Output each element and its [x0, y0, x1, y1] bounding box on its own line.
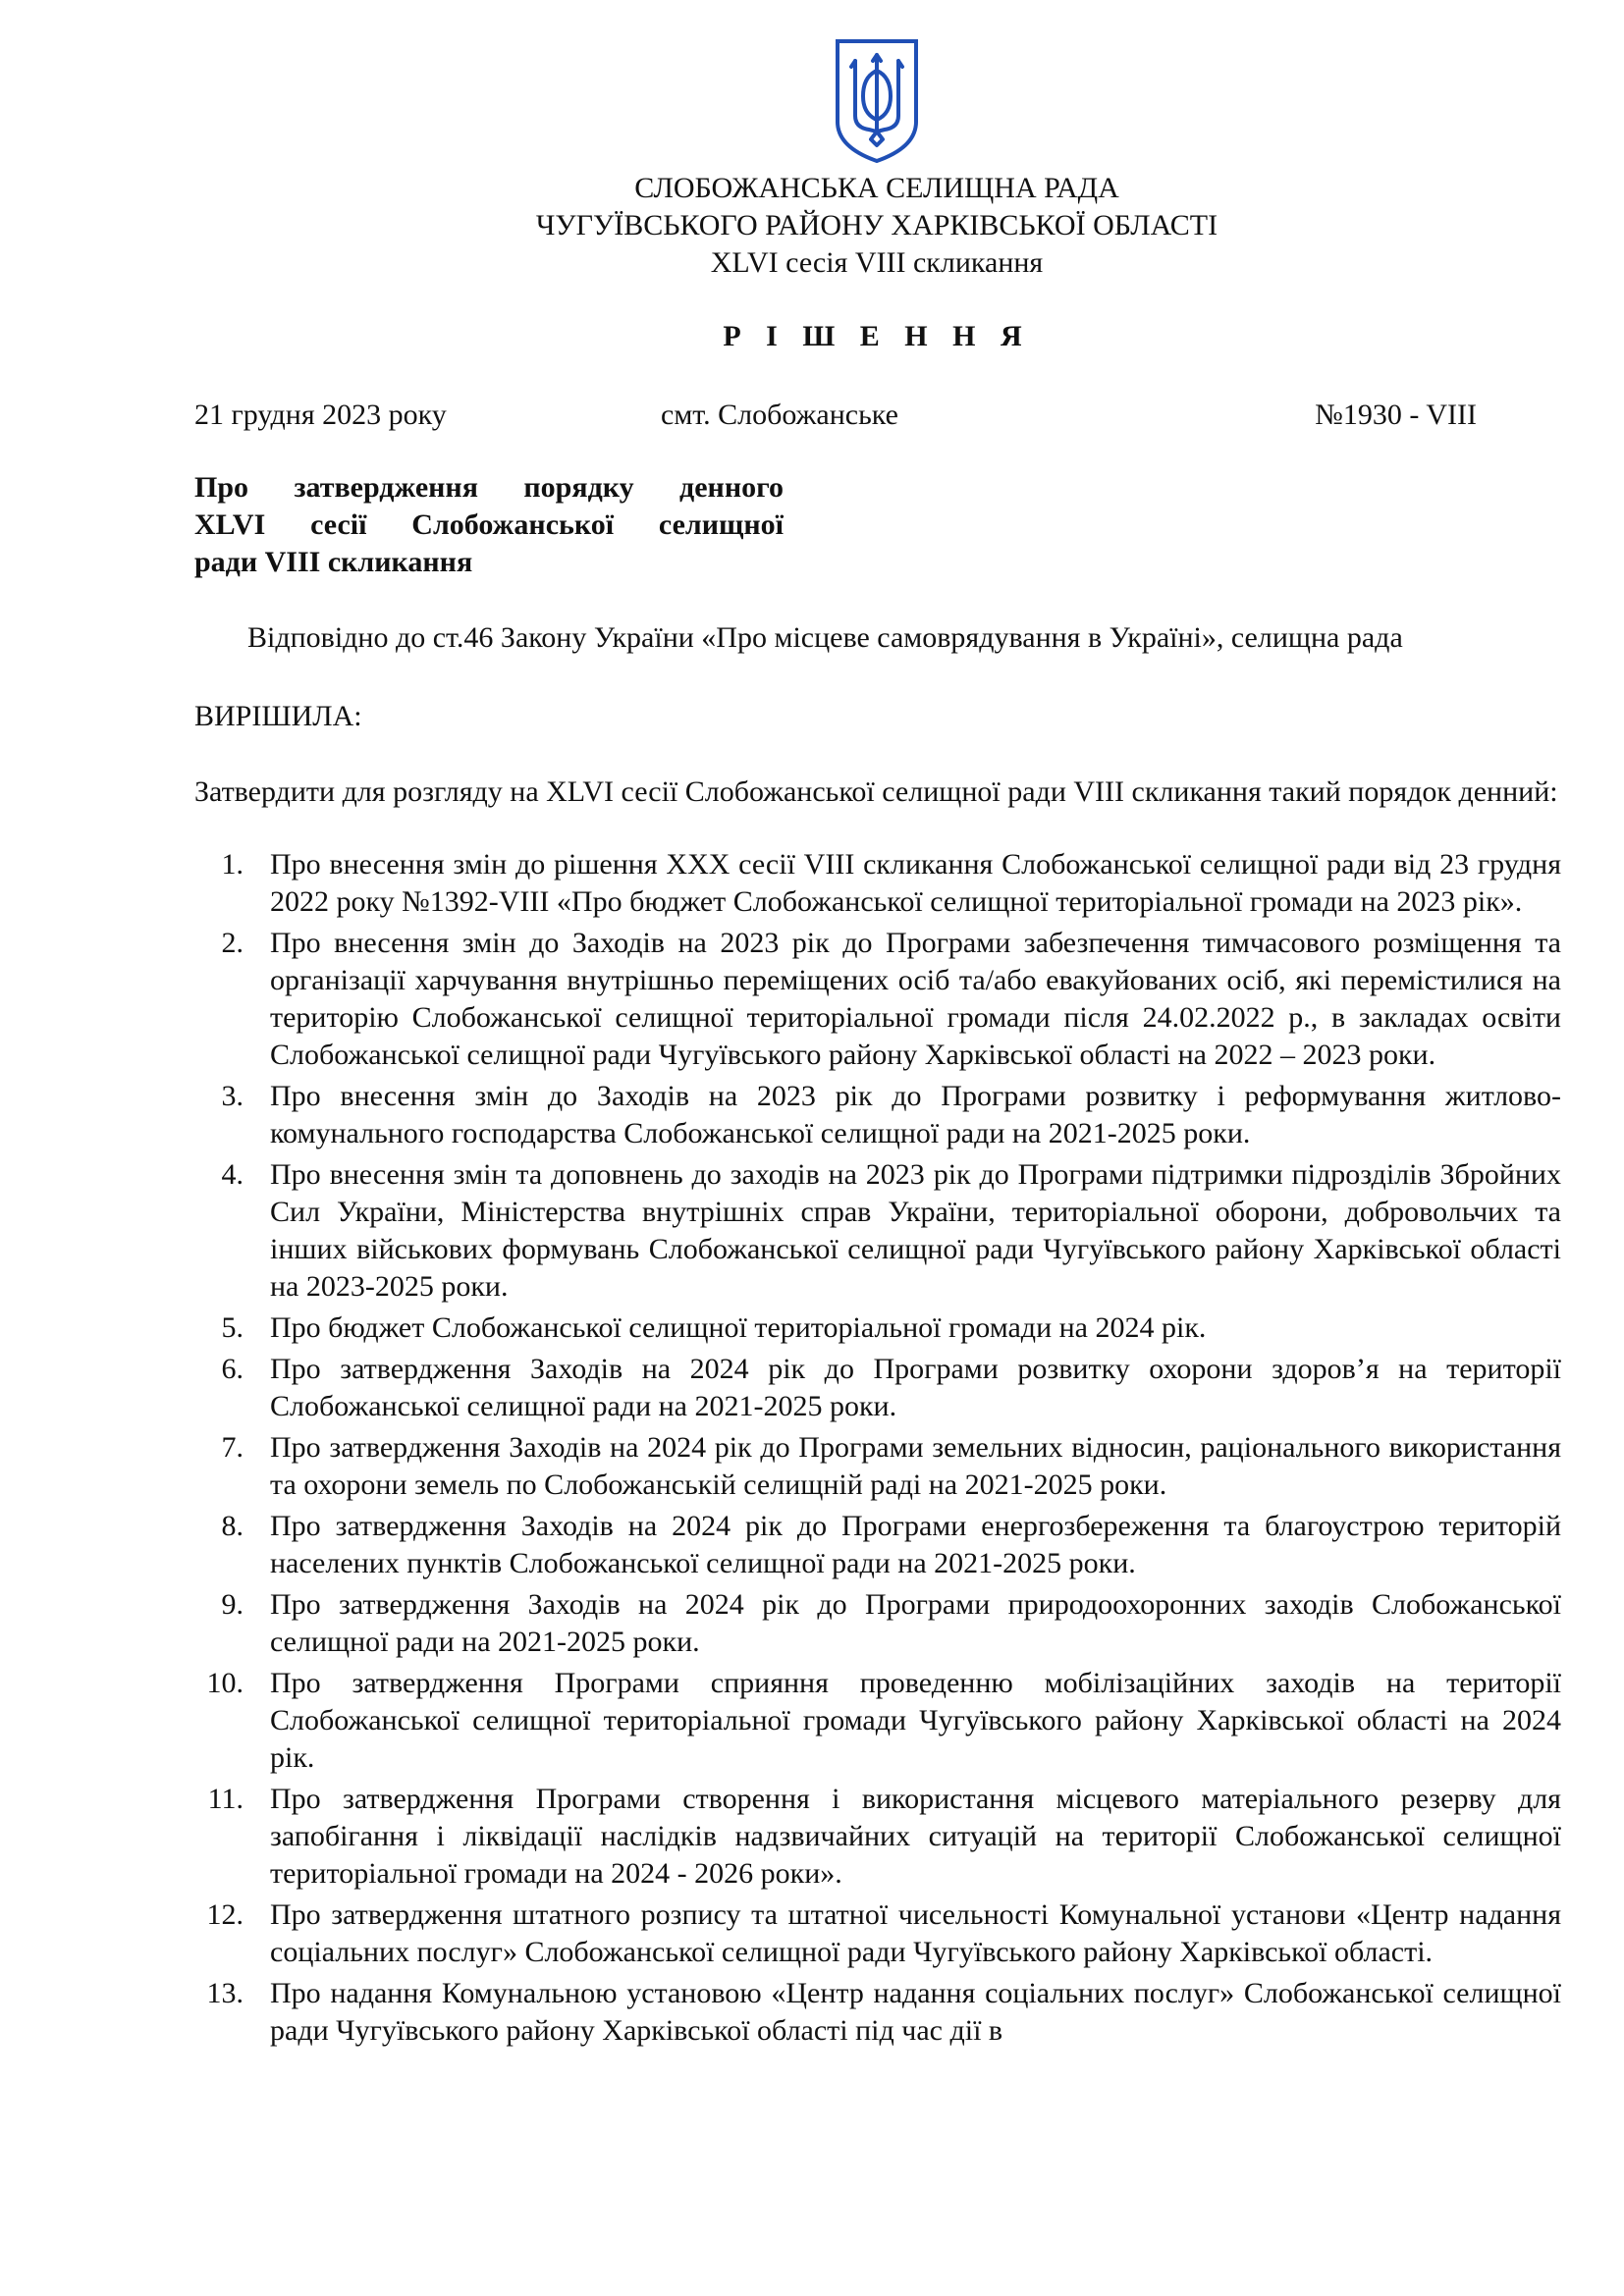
agenda-item-number: 12. [206, 1898, 244, 1931]
decision-number: №1930 - VIII [1315, 399, 1477, 431]
agenda-item-number: 4. [221, 1158, 244, 1191]
agenda-item-text: Про затвердження Заходів на 2024 рік до Програми енергозбереження та благоустрою територій населених пунктів Слобожанської селищної ради на 2021-2025 роки. [270, 1510, 1561, 1579]
agenda-item [194, 1781, 1561, 1893]
agenda-item-text: Про надання Комунальною установою «Центр надання соціальних послуг» Слобожанської селищної ради Чугуївського району Харківської області під час дії в [270, 1977, 1561, 2047]
agenda-item-text: Про затвердження Програми сприяння проведенню мобілізаційних заходів на території Слобожанської селищної територіальної громади Чугуївського району Харківської області на 2024 рік. [270, 1667, 1561, 1774]
agenda-item-text: Про внесення змін до рішення ХХХ сесії VIII скликання Слобожанської селищної ради від 23 грудня 2022 року №1392-VIII «Про бюджет Слобожанської селищної територіальної громади на 2023 рік». [270, 848, 1561, 918]
agenda-item [194, 1896, 1561, 1971]
agenda-item-number: 11. [207, 1783, 244, 1815]
session-name: XLVI сесія VIII скликання [710, 246, 1044, 279]
agenda-item-number: 1. [221, 848, 244, 881]
agenda-item [194, 1351, 1561, 1425]
document-title: Р І Ш Е Н Н Я [723, 320, 1031, 352]
agenda-item-number: 6. [221, 1353, 244, 1385]
agenda-item [194, 1975, 1561, 2050]
resolved-heading: ВИРІШИЛА: [194, 700, 362, 732]
agenda-item-number: 5. [221, 1311, 244, 1344]
agenda-item-text: Про затвердження Заходів на 2024 рік до Програми розвитку охорони здоров’я на території Слобожанської селищної ради на 2021-2025 роки. [270, 1353, 1561, 1422]
district-name: ЧУГУЇВСЬКОГО РАЙОНУ ХАРКІВСЬКОЇ ОБЛАСТІ [535, 209, 1218, 241]
agenda-item [194, 1508, 1561, 1582]
agenda-item-text: Про бюджет Слобожанської селищної територіальної громади на 2024 рік. [270, 1311, 1207, 1344]
document-meta [194, 398, 1477, 437]
council-name: СЛОБОЖАНСЬКА СЕЛИЩНА РАДА [634, 172, 1119, 204]
agenda-item-text: Про затвердження Програми створення і використання місцевого матеріального резерву для запобігання і ліквідації наслідків надзвичайних ситуацій на території Слобожанської селищної територіальної громади на 2024 - 2026 роки». [270, 1783, 1561, 1890]
decision-subject [194, 469, 784, 581]
subject-line: XLVI сесії Слобожанської селищної [194, 508, 784, 541]
agenda-item-text: Про затвердження штатного розпису та штатної чисельності Комунальної установи «Центр надання соціальних послуг» Слобожанської селищної ради Чугуївського району Харківської області. [270, 1898, 1561, 1968]
agenda-item [194, 1078, 1561, 1152]
agenda-item-text: Про внесення змін та доповнень до заходів на 2023 рік до Програми підтримки підрозділів Збройних Сил України, Міністерства внутрішніх справ України, територіальної оборони, добровольчих та інших військових формувань Слобожанської селищної ради Чугуївського району Харківської області на 2023-2025 роки. [270, 1158, 1561, 1303]
agenda-list [194, 846, 1561, 2054]
agenda-item [194, 1309, 1561, 1347]
legal-basis: Відповідно до ст.46 Закону України «Про місцеве самоврядування в Україні», селищна рада [247, 621, 1403, 654]
coat-of-arms-icon [834, 37, 920, 165]
agenda-item [194, 925, 1561, 1074]
subject-line: ради VIII скликання [194, 546, 473, 578]
agenda-item-number: 10. [206, 1667, 244, 1699]
agenda-item-text: Про затвердження Заходів на 2024 рік до Програми земельних відносин, раціонального використання та охорони земель по Слобожанській селищній раді на 2021-2025 роки. [270, 1431, 1561, 1501]
agenda-item-number: 2. [221, 927, 244, 959]
agenda-item [194, 846, 1561, 921]
agenda-item-number: 13. [206, 1977, 244, 2009]
agenda-item-text: Про внесення змін до Заходів на 2023 рік до Програми розвитку і реформування житлово-комунального господарства Слобожанської селищної ради на 2021-2025 роки. [270, 1080, 1561, 1149]
agenda-item [194, 1429, 1561, 1504]
decision-date: 21 грудня 2023 року [194, 399, 447, 431]
agenda-item-number: 8. [221, 1510, 244, 1542]
subject-line: Про затвердження порядку денного [194, 471, 784, 504]
agenda-item-number: 7. [221, 1431, 244, 1464]
agenda-item-number: 3. [221, 1080, 244, 1112]
agenda-item-number: 9. [221, 1588, 244, 1621]
agenda-item [194, 1586, 1561, 1661]
agenda-item-text: Про внесення змін до Заходів на 2023 рік до Програми забезпечення тимчасового розміщення та організації харчування внутрішньо переміщених осіб та/або евакуйованих осіб, які перемістилися на територію Слобожанської селищної територіальної громади після 24.02.2022 р., в закладах освіти Слобожанської селищної ради Чугуївського району Харківської області на 2022 – 2023 роки. [270, 927, 1561, 1071]
decision-place: смт. Слобожанське [661, 399, 898, 431]
agenda-item [194, 1665, 1561, 1777]
agenda-item-text: Про затвердження Заходів на 2024 рік до Програми природоохоронних заходів Слобожанської селищної ради на 2021-2025 роки. [270, 1588, 1561, 1658]
resolution-intro: Затвердити для розгляду на XLVI сесії Слобожанської селищної ради VIII скликання такий порядок денний: [194, 775, 1558, 808]
agenda-item [194, 1156, 1561, 1306]
